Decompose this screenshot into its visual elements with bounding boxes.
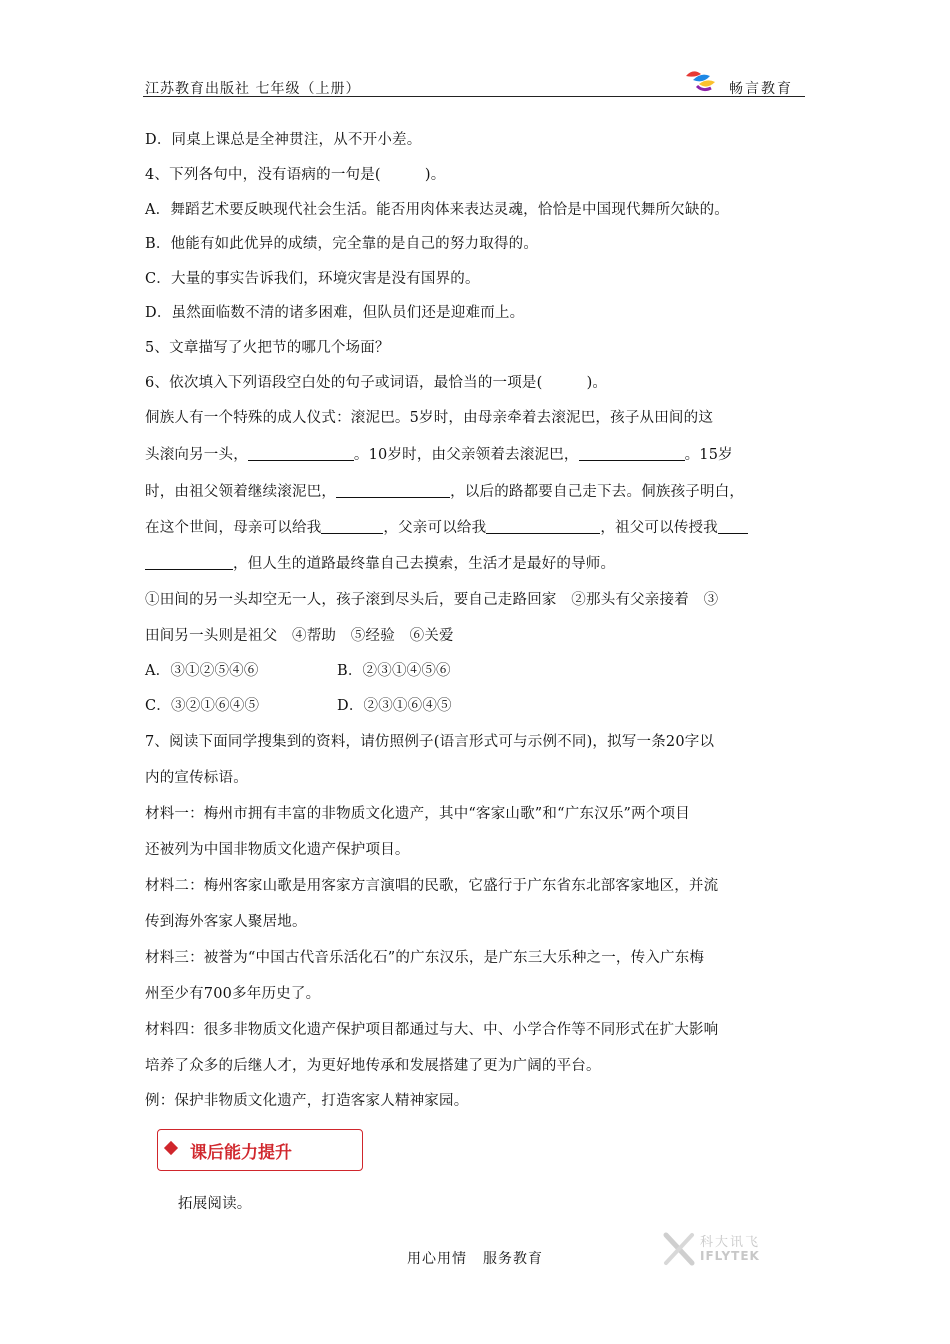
brand-name: 畅言教育	[729, 81, 793, 97]
q6-option-a: A．③①②⑤④⑥	[145, 663, 259, 679]
q6-passage-line-4	[145, 516, 748, 537]
q6-passage-text: 。15岁	[684, 447, 733, 463]
iflytek-watermark-logo	[662, 1227, 772, 1271]
q6-option-b: B．②③①④⑤⑥	[337, 663, 451, 679]
q6-passage-text: 头滚向另一头，	[145, 447, 248, 463]
diamond-bullet-icon	[164, 1141, 178, 1155]
material-4-line-2: 培养了众多的后继人才，为更好地传承和发展搭建了更为广阔的平台。	[145, 1058, 601, 1074]
material-2-line-1: 材料二：梅州客家山歌是用客家方言演唱的民歌，它盛行于广东省东北部客家地区，并流	[145, 878, 719, 894]
q6-passage-text: 在这个世间，母亲可以给我	[145, 520, 322, 536]
q6-passage-text: 时，由祖父领着继续滚泥巴，	[145, 484, 337, 500]
q6-passage-text: ，以后的路都要自己走下去。侗族孩子明白，	[450, 484, 745, 500]
q3-option-d: D．同桌上课总是全神贯注，从不开小差。	[145, 132, 422, 148]
fill-blank-1	[248, 446, 354, 461]
example-slogan: 例：保护非物质文化遗产，打造客家人精神家园。	[145, 1093, 469, 1109]
material-3-line-1: 材料三：被誉为“中国古代音乐活化石”的广东汉乐，是广东三大乐种之一，传入广东梅	[145, 950, 705, 966]
fill-blank-2	[579, 446, 685, 461]
q6-passage-line-3	[145, 480, 744, 501]
iflytek-en-name: IFLYTEK	[700, 1249, 760, 1263]
iflytek-cn-name: 科大讯飞	[700, 1235, 761, 1250]
q6-passage-line-5	[145, 552, 615, 573]
q6-passage-text: ，父亲可以给我	[383, 520, 487, 536]
q6-choices-line-1: ①田间的另一头却空无一人，孩子滚到尽头后，要自己走路回家 ②那头有父亲接着 ③	[145, 592, 719, 608]
q6-answer-row-2	[145, 694, 452, 715]
changyan-bird-logo-icon	[683, 66, 717, 94]
fill-blank-6b	[145, 555, 233, 570]
iflytek-x-icon	[662, 1229, 698, 1269]
question-6: 6、依次填入下列语段空白处的句子或词语，最恰当的一项是( )。	[145, 375, 608, 391]
material-4-line-1: 材料四：很多非物质文化遗产保护项目都通过与大、中、小学合作等不同形式在扩大影响	[145, 1022, 719, 1038]
page-footer	[0, 1248, 950, 1268]
q6-passage-text: ，但人生的道路最终靠自己去摸索，生活才是最好的导师。	[233, 556, 616, 572]
q6-choices-line-2: 田间另一头则是祖父 ④帮助 ⑤经验 ⑥关爱	[145, 628, 454, 644]
fill-blank-3	[336, 483, 450, 498]
question-5: 5、文章描写了火把节的哪几个场面？	[145, 340, 390, 356]
material-3-line-2: 州至少有700多年历史了。	[145, 986, 321, 1002]
q4-option-b: B．他能有如此优异的成绩，完全靠的是自己的努力取得的。	[145, 236, 539, 252]
q6-passage-text: ，祖父可以传授我	[600, 520, 718, 536]
footer-slogan-left: 用心用情	[407, 1251, 467, 1267]
fill-blank-5	[486, 519, 600, 534]
extended-reading-label: 拓展阅读。	[178, 1196, 252, 1212]
q6-option-c: C．③②①⑥④⑤	[145, 698, 260, 714]
question-7-line-2: 内的宣传标语。	[145, 770, 248, 786]
q6-passage-line-1: 侗族人有一个特殊的成人仪式：滚泥巴。5岁时，由母亲牵着去滚泥巴，孩子从田间的这	[145, 410, 714, 426]
question-4: 4、下列各句中，没有语病的一句是( )。	[145, 167, 446, 183]
q6-passage-line-2	[145, 443, 733, 464]
q4-option-d: D．虽然面临数不清的诸多困难，但队员们还是迎难而上。	[145, 305, 525, 321]
section-header-box	[157, 1129, 363, 1171]
fill-blank-6a	[718, 519, 748, 534]
page-header	[143, 74, 805, 97]
footer-slogan-right: 服务教育	[483, 1251, 543, 1267]
publisher-label: 江苏教育出版社 七年级（上册）	[145, 81, 361, 97]
question-7-line-1: 7、阅读下面同学搜集到的资料，请仿照例子(语言形式可与示例不同)，拟写一条20字以	[145, 734, 715, 750]
material-1-line-1: 材料一：梅州市拥有丰富的非物质文化遗产，其中“客家山歌”和“广东汉乐”两个项目	[145, 806, 690, 822]
fill-blank-4	[321, 519, 383, 534]
q4-option-c: C．大量的事实告诉我们，环境灾害是没有国界的。	[145, 271, 480, 287]
q6-answer-row-1	[145, 659, 451, 680]
q6-option-d: D．②③①⑥④⑤	[337, 698, 452, 714]
q6-passage-text: 。10岁时，由父亲领着去滚泥巴，	[353, 447, 579, 463]
material-2-line-2: 传到海外客家人聚居地。	[145, 914, 307, 930]
q4-option-a: A．舞蹈艺术要反映现代社会生活。能否用肉体来表达灵魂，恰恰是中国现代舞所欠缺的。	[145, 202, 729, 218]
material-1-line-2: 还被列为中国非物质文化遗产保护项目。	[145, 842, 410, 858]
section-title: 课后能力提升	[190, 1143, 292, 1163]
